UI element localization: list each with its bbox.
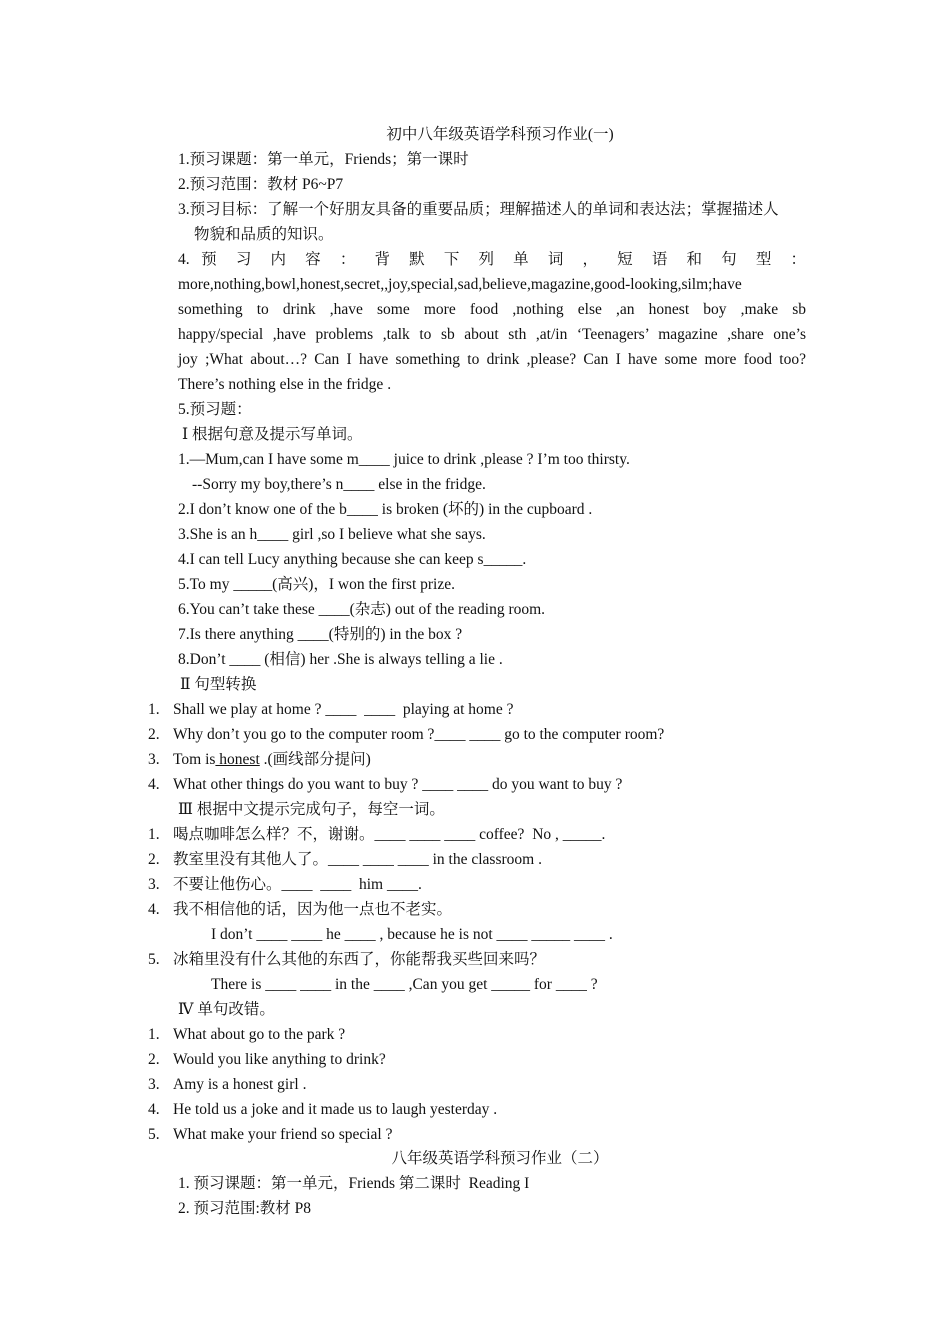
underlined-word: honest [215, 751, 260, 768]
list-number: 2. [148, 1051, 160, 1068]
part1-item: --Sorry my boy,there’s n____ else in the fridge. [192, 476, 486, 493]
content-line: something to drink ,have some more food ,nothing else ,an honest boy ,make sb [178, 301, 806, 318]
part4-item: What make your friend so special ? [173, 1126, 393, 1143]
part1-title: Ⅰ 根据句意及提示写单词。 [182, 426, 363, 443]
list-number: 4. [148, 1101, 160, 1118]
content-line: more,nothing,bowl,honest,secret,,joy,special,sad,believe,magazine,good-looking,silm;have [178, 276, 742, 293]
part3-item-cont: There is ____ ____ in the ____ ,Can you get _____ for ____ ? [211, 976, 598, 993]
topic-line: 1.预习课题：第一单元，Friends；第一课时 [178, 151, 469, 168]
text-after: .(画线部分提问) [259, 751, 371, 768]
part2-item: What other things do you want to buy ? ____ ____ do you want to buy ? [173, 776, 623, 793]
list-number: 3. [148, 876, 160, 893]
part4-item: Would you like anything to drink? [173, 1051, 386, 1068]
list-number: 1. [148, 826, 160, 843]
list-number: 1. [148, 1026, 160, 1043]
content-label: 4. 预 习 内 容 ： 背 默 下 列 单 词 ， 短 语 和 句 型 ： [178, 251, 806, 268]
list-number: 3. [148, 751, 160, 768]
list-number: 2. [148, 851, 160, 868]
part4-item: Amy is a honest girl . [173, 1076, 307, 1093]
part3-item: 我不相信他的话，因为他一点也不老实。 [173, 901, 453, 918]
page-title-1: 初中八年级英语学科预习作业(一) [386, 126, 614, 143]
part1-item: 8.Don’t ____ (相信) her .She is always telling a lie . [178, 651, 503, 668]
part4-title: Ⅳ 单句改错。 [178, 1001, 275, 1018]
range-line-2: 2. 预习范围:教材 P8 [178, 1200, 312, 1217]
list-number: 4. [148, 901, 160, 918]
part1-item: 5.To my _____(高兴)，I won the first prize. [178, 576, 456, 593]
part1-item: 1.—Mum,can I have some m____ juice to drink ,please ? I’m too thirsty. [178, 451, 630, 468]
page-title-2: 八年级英语学科预习作业（二） [391, 1150, 609, 1167]
part3-item: 教室里没有其他人了。____ ____ ____ in the classroom . [173, 851, 542, 868]
part3-item: 喝点咖啡怎么样？不，谢谢。____ ____ ____ coffee? No , _____. [173, 826, 606, 843]
content-line: joy ;What about…? Can I have something to drink ,please? Can I have some more food too? [178, 351, 806, 368]
list-number: 1. [148, 701, 160, 718]
exercise-label: 5.预习题： [178, 401, 252, 418]
part4-item: He told us a joke and it made us to laugh yesterday . [173, 1101, 498, 1118]
list-number: 2. [148, 726, 160, 743]
part3-title: Ⅲ 根据中文提示完成句子，每空一词。 [178, 801, 445, 818]
part1-item: 7.Is there anything ____(特别的) in the box ? [178, 626, 463, 643]
text-before: Tom is [173, 751, 216, 768]
part3-item: 冰箱里没有什么其他的东西了，你能帮我买些回来吗？ [173, 951, 546, 968]
list-number: 3. [148, 1076, 160, 1093]
part2-item [173, 749, 371, 771]
part1-item: 4.I can tell Lucy anything because she can keep s_____. [178, 551, 527, 568]
part1-item: 3.She is an h____ girl ,so I believe what she says. [178, 526, 486, 543]
list-number: 4. [148, 776, 160, 793]
content-line: happy/special ,have problems ,talk to sb about sth ,at/in ‘Teenagers’ magazine ,share one’s [178, 326, 806, 343]
list-number: 5. [148, 1126, 160, 1143]
part1-item: 6.You can’t take these ____(杂志) out of the reading room. [178, 601, 546, 618]
goal-line-cont: 物貌和品质的知识。 [194, 226, 334, 243]
part2-item: Why don’t you go to the computer room ?____ ____ go to the computer room? [173, 726, 665, 743]
list-number: 5. [148, 951, 160, 968]
range-line: 2.预习范围：教材 P6~P7 [178, 176, 344, 193]
part2-item: Shall we play at home ? ____ ____ playing at home ? [173, 701, 514, 718]
part3-item-cont: I don’t ____ ____ he ____ , because he is not ____ _____ ____ . [211, 926, 613, 943]
part1-item: 2.I don’t know one of the b____ is broken (坏的) in the cupboard . [178, 501, 593, 518]
part4-item: What about go to the park ? [173, 1026, 346, 1043]
content-line: There’s nothing else in the fridge . [178, 376, 392, 393]
part3-item: 不要让他伤心。____ ____ him ____. [173, 876, 422, 893]
part2-title: Ⅱ 句型转换 [180, 676, 257, 693]
goal-line: 3.预习目标：了解一个好朋友具备的重要品质；理解描述人的单词和表达法；掌握描述人 [178, 201, 779, 218]
topic-line-2: 1. 预习课题：第一单元，Friends 第二课时 Reading I [178, 1175, 530, 1192]
